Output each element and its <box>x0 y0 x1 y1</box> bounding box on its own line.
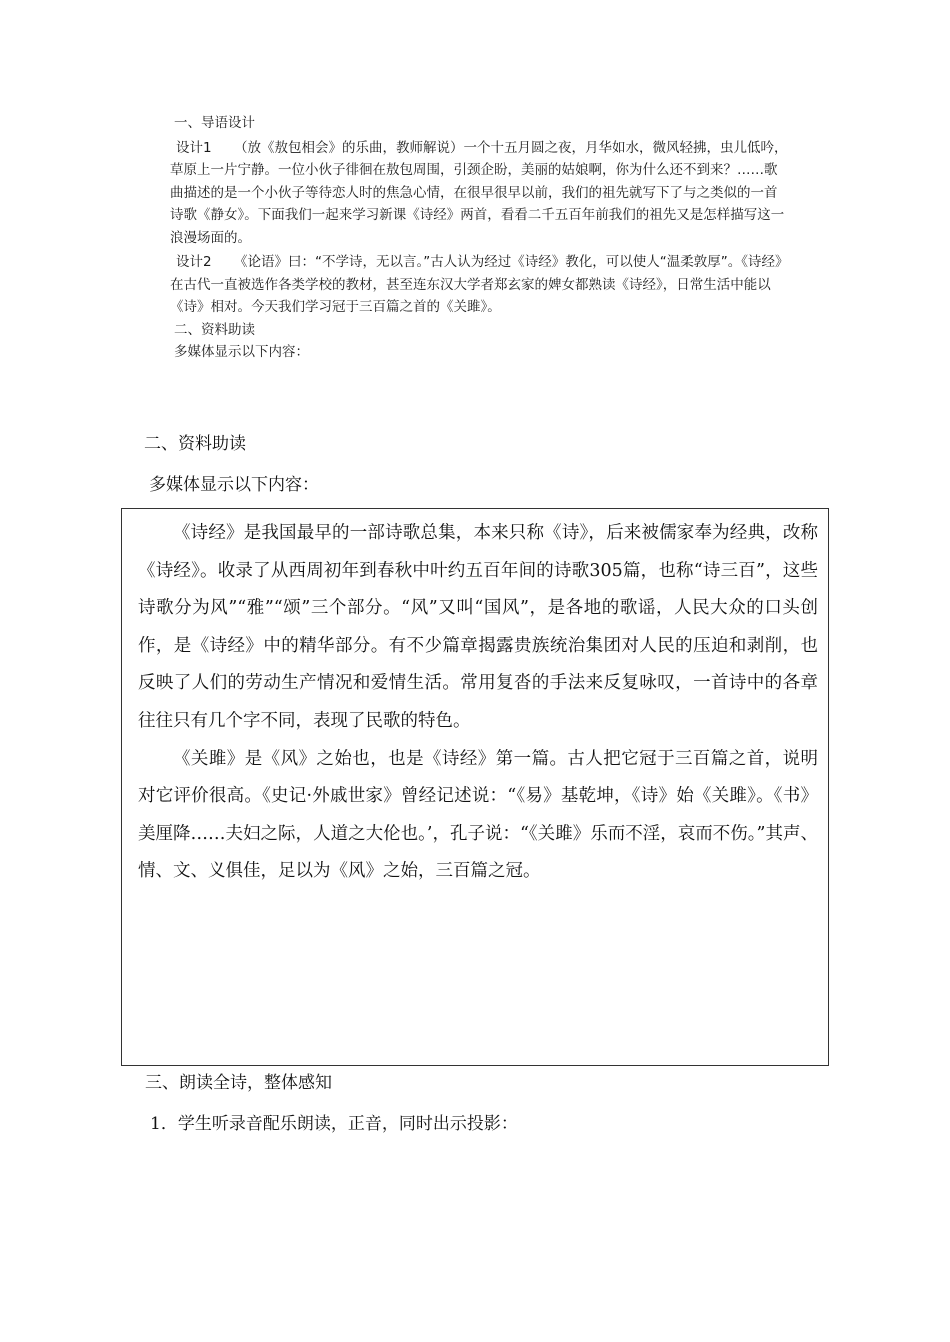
section-heading-materials: 二、资料助读 <box>144 434 246 454</box>
multimedia-intro: 多媒体显示以下内容： <box>149 475 319 495</box>
step-1-text: 1．学生听录音配乐朗读，正音，同时出示投影： <box>150 1114 518 1134</box>
design-1-paragraph <box>170 137 790 250</box>
screenshot-heading-intro-design: 一、导语设计 <box>174 115 255 131</box>
design-1-label: 设计1 <box>176 139 212 156</box>
design-2-text: 《论语》曰：“不学诗，无以言。”古人认为经过《诗经》教化，可以使人“温柔敦厚”。《诗经》在古代一直被选作各类学校的教材，甚至连东汉大学者郑玄家的婢女都熟读《诗经》，日常生活中能以《诗》相对。今天我们学习冠于三百篇之首的《关雎》。 <box>170 254 789 315</box>
design-2-label: 设计2 <box>176 254 212 270</box>
screenshot-multimedia-intro: 多媒体显示以下内容： <box>174 344 309 360</box>
reading-material-box <box>121 508 829 1066</box>
shijing-paragraph: 《诗经》是我国最早的一部诗歌总集，本来只称《诗》，后来被儒家奉为经典，改称《诗经》。收录了从西周初年到春秋中叶约五百年间的诗歌305篇，也称“诗三百”，这些诗歌分为风”“雅”“颂”三个部分。“风”又叫“国风”，是各地的歌谣，人民大众的口头创作，是《诗经》中的精华部分。有不少篇章揭露贵族统治集团对人民的压迫和剥削，也反映了人们的劳动生产情况和爱情生活。常用复沓的手法来反复咏叹，一首诗中的各章往往只有几个字不同，表现了民歌的特色。 <box>138 523 818 731</box>
design-1-text: （放《敖包相会》的乐曲，教师解说）一个十五月圆之夜，月华如水，微风轻拂，虫儿低吟，草原上一片宁静。一位小伙子徘徊在敖包周围，引颈企盼，美丽的姑娘啊，你为什么还不到来？……歌曲描述的是一个小伙子等待恋人时的焦急心情，在很早很早以前，我们的祖先就写下了与之类似的一首诗歌《静女》。下面我们一起来学习新课《诗经》两首，看看二千五百年前我们的祖先又是怎样描写这一浪漫场面的。 <box>170 139 788 246</box>
design-2-paragraph <box>170 251 790 319</box>
section-heading-reading: 三、朗读全诗，整体感知 <box>145 1073 332 1093</box>
guanju-paragraph: 《关雎》是《风》之始也，也是《诗经》第一篇。古人把它冠于三百篇之首，说明对它评价很高。《史记·外戚世家》曾经记述说：“《易》基乾坤，《诗》始《关雎》。《书》美厘降……夫妇之际，人道之大伦也。’，孔子说：“《关雎》乐而不淫，哀而不伤。”其声、情、文、义俱佳，足以为《风》之始，三百篇之冠。 <box>138 748 818 882</box>
screenshot-heading-materials: 二、资料助读 <box>174 321 255 338</box>
pasted-screenshot <box>170 112 790 364</box>
